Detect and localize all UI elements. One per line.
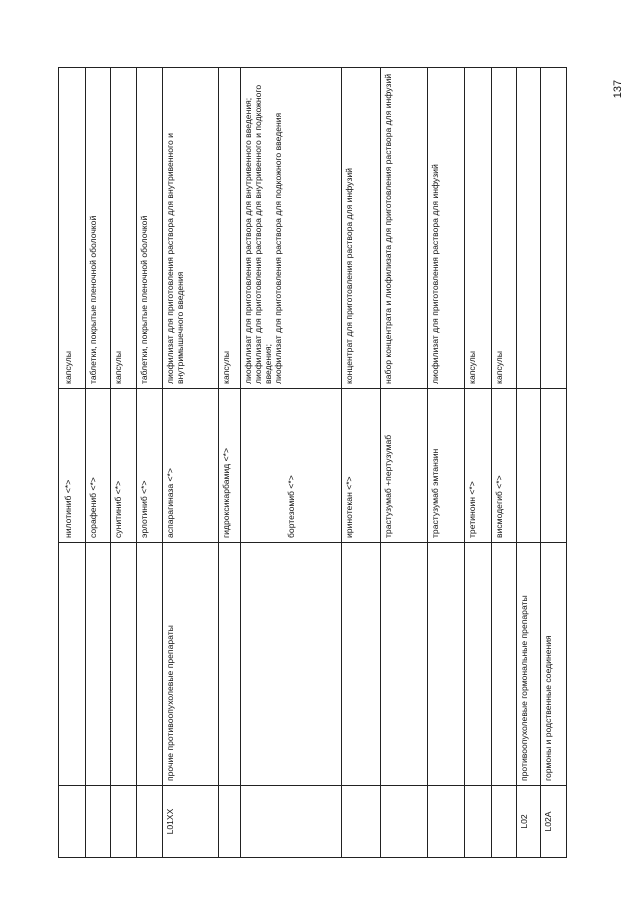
drug-cell: гидроксикарбамид <*> bbox=[219, 389, 241, 543]
table-row bbox=[428, 68, 465, 858]
drug-cell: третиноин <*> bbox=[465, 389, 492, 543]
table-row bbox=[465, 68, 492, 858]
table-row bbox=[241, 68, 342, 858]
drug-cell: нилотиниб <*> bbox=[59, 389, 86, 543]
group-cell: прочие противоопухолевые препараты bbox=[163, 543, 219, 786]
group-cell: гормоны и родственные соединения bbox=[541, 543, 567, 786]
table-row bbox=[86, 68, 111, 858]
atc-code-cell: L02A bbox=[541, 786, 567, 858]
form-cell: капсулы bbox=[219, 68, 241, 389]
atc-code-cell: L02 bbox=[517, 786, 541, 858]
drug-cell: иринотекан <*> bbox=[342, 389, 381, 543]
form-cell: концентрат для приготовления раствора для инфузий bbox=[342, 68, 381, 389]
atc-code-cell: L01XX bbox=[163, 786, 219, 858]
table-row bbox=[492, 68, 517, 858]
form-cell: лиофилизат для приготовления раствора для внутривенного и внутримышечного введения bbox=[163, 68, 219, 389]
form-cell: таблетки, покрытые пленочной оболочкой bbox=[137, 68, 163, 389]
table-row bbox=[59, 68, 86, 858]
atc-code-cell bbox=[59, 786, 86, 858]
group-cell bbox=[381, 543, 428, 786]
form-cell bbox=[517, 68, 541, 389]
table-row bbox=[163, 68, 219, 858]
drug-table bbox=[58, 67, 567, 858]
table-row bbox=[137, 68, 163, 858]
atc-code-cell bbox=[241, 786, 342, 858]
form-cell: лиофилизат для приготовления раствора для инфузий bbox=[428, 68, 465, 389]
table-row bbox=[342, 68, 381, 858]
table-row bbox=[111, 68, 137, 858]
form-cell: таблетки, покрытые пленочной оболочкой bbox=[86, 68, 111, 389]
atc-code-cell bbox=[381, 786, 428, 858]
atc-code-cell bbox=[428, 786, 465, 858]
table-row bbox=[541, 68, 567, 858]
group-cell bbox=[428, 543, 465, 786]
drug-cell: сунитиниб <*> bbox=[111, 389, 137, 543]
drug-cell: трастузумаб эмтанзин bbox=[428, 389, 465, 543]
group-cell bbox=[465, 543, 492, 786]
form-cell: капсулы bbox=[59, 68, 86, 389]
group-cell bbox=[111, 543, 137, 786]
group-cell: противоопухолевые гормональные препараты bbox=[517, 543, 541, 786]
table-row bbox=[517, 68, 541, 858]
group-cell bbox=[492, 543, 517, 786]
drug-cell: сорафениб <*> bbox=[86, 389, 111, 543]
drug-cell: эрлотиниб <*> bbox=[137, 389, 163, 543]
form-cell: капсулы bbox=[465, 68, 492, 389]
drug-cell: висмодегиб <*> bbox=[492, 389, 517, 543]
form-cell bbox=[541, 68, 567, 389]
page-number: 137 bbox=[612, 79, 624, 99]
form-cell: капсулы bbox=[111, 68, 137, 389]
rotated-table-wrapper bbox=[58, 68, 553, 858]
drug-cell: аспарагиназа <*> bbox=[163, 389, 219, 543]
drug-cell bbox=[541, 389, 567, 543]
atc-code-cell bbox=[465, 786, 492, 858]
atc-code-cell bbox=[342, 786, 381, 858]
atc-code-cell bbox=[137, 786, 163, 858]
drug-cell: бортезомиб <*> bbox=[241, 389, 342, 543]
table-row bbox=[381, 68, 428, 858]
group-cell bbox=[241, 543, 342, 786]
drug-cell: трастузумаб +пертузумаб bbox=[381, 389, 428, 543]
atc-code-cell bbox=[111, 786, 137, 858]
form-cell: набор концентрата и лиофилизата для приготовления раствора для инфузий bbox=[381, 68, 428, 389]
group-cell bbox=[59, 543, 86, 786]
atc-code-cell bbox=[86, 786, 111, 858]
group-cell bbox=[86, 543, 111, 786]
drug-cell bbox=[517, 389, 541, 543]
atc-code-cell bbox=[492, 786, 517, 858]
group-cell bbox=[219, 543, 241, 786]
group-cell bbox=[342, 543, 381, 786]
form-cell: капсулы bbox=[492, 68, 517, 389]
form-cell: лиофилизат для приготовления раствора для внутривенного введения; лиофилизат для приготовления раствора для внутривенного и подкожного введения; лиофилизат для приготовления раствора для подкожного введения bbox=[241, 68, 342, 389]
table-row bbox=[219, 68, 241, 858]
atc-code-cell bbox=[219, 786, 241, 858]
group-cell bbox=[137, 543, 163, 786]
